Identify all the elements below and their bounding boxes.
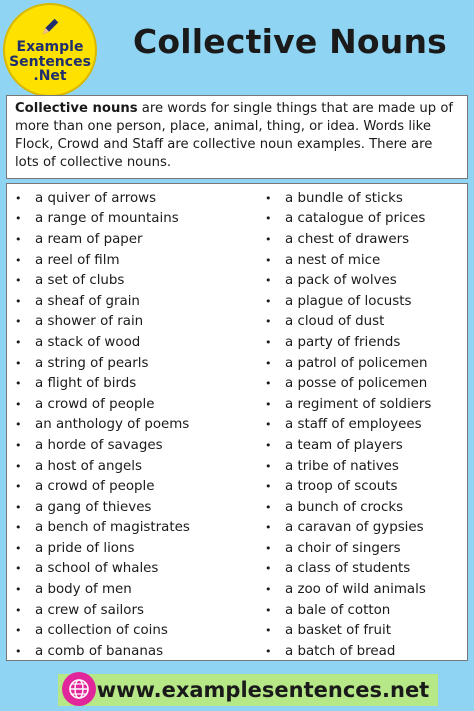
bullet-icon: • (15, 377, 22, 391)
bullet-icon: • (15, 356, 22, 370)
list-item-text: a gang of thieves (35, 499, 152, 515)
list-item (265, 435, 431, 456)
bullet-icon: • (265, 253, 272, 267)
list-item-text: a ream of paper (35, 231, 143, 247)
bullet-icon: • (265, 377, 272, 391)
intro-term: Collective nouns (15, 101, 138, 116)
list-item (15, 456, 190, 477)
list-item-text: a range of mountains (35, 211, 179, 227)
list-item (15, 270, 190, 291)
list-item-text: a plague of locusts (285, 293, 412, 309)
pencil-icon (39, 16, 61, 38)
list-item-text: a cloud of dust (285, 314, 385, 330)
list-item-text: a team of players (285, 437, 403, 453)
list-item-text: a school of whales (35, 561, 159, 577)
bullet-icon: • (265, 459, 272, 473)
bullet-icon: • (15, 480, 22, 494)
list-item (15, 600, 190, 621)
logo-line-3: .Net (33, 68, 67, 85)
list-item-text: a bunch of crocks (285, 499, 404, 515)
list-item-text: a staff of employees (285, 417, 422, 433)
list-item (265, 559, 431, 580)
footer-banner[interactable] (58, 674, 438, 706)
bullet-icon: • (265, 294, 272, 308)
bullet-icon: • (265, 356, 272, 370)
list-item-text: a troop of scouts (285, 479, 398, 495)
list-item-text: an anthology of poems (35, 417, 190, 433)
list-item (265, 229, 431, 250)
bullet-icon: • (265, 603, 272, 617)
list-item-text: a collection of coins (35, 623, 168, 639)
list-item (15, 188, 190, 209)
footer-url[interactable]: www.examplesentences.net (96, 678, 430, 702)
bullet-icon: • (265, 521, 272, 535)
bullet-icon: • (15, 603, 22, 617)
list-item-text: a string of pearls (35, 355, 149, 371)
list-item-text: a bundle of sticks (285, 190, 403, 206)
list-item (265, 373, 431, 394)
bullet-icon: • (15, 232, 22, 246)
list-item (265, 620, 431, 641)
list-item-text: a comb of bananas (35, 643, 164, 659)
bullet-icon: • (265, 335, 272, 349)
list-item-text: a zoo of wild animals (285, 582, 426, 598)
bullet-icon: • (15, 500, 22, 514)
bullet-icon: • (265, 500, 272, 514)
list-item (15, 250, 190, 271)
logo-line-1: Example (16, 38, 84, 55)
bullet-icon: • (15, 438, 22, 452)
bullet-icon: • (15, 418, 22, 432)
list-item-text: a bench of magistrates (35, 520, 190, 536)
list-item-text: a chest of drawers (285, 231, 410, 247)
list-item (15, 538, 190, 559)
list-item (15, 332, 190, 353)
bullet-icon: • (265, 480, 272, 494)
page-title: Collective Nouns (132, 22, 448, 61)
list-item-text: a horde of savages (35, 437, 163, 453)
list-item (15, 497, 190, 518)
list-item-text: a class of students (285, 561, 411, 577)
bullet-icon: • (265, 624, 272, 638)
list-item (15, 291, 190, 312)
list-item (15, 394, 190, 415)
list-item (265, 579, 431, 600)
bullet-icon: • (265, 191, 272, 205)
list-item-text: a caravan of gypsies (285, 520, 424, 536)
bullet-icon: • (265, 397, 272, 411)
examples-list-box (6, 183, 468, 661)
list-item (265, 538, 431, 559)
list-item-text: a pride of lions (35, 540, 135, 556)
list-item (15, 353, 190, 374)
list-item (265, 332, 431, 353)
list-item (15, 641, 190, 662)
intro-text: are words for single things that are made up of more than one person, place, animal, thing, or idea. Words like Flock, Crowd and Staff are collective noun examples. There are lots of collective nouns. (15, 101, 454, 170)
list-item-text: a regiment of soldiers (285, 396, 432, 412)
list-item (265, 394, 431, 415)
bullet-icon: • (15, 583, 22, 597)
list-item-text: a crowd of people (35, 479, 155, 495)
list-item-text: a choir of singers (285, 540, 401, 556)
bullet-icon: • (15, 562, 22, 576)
bullet-icon: • (15, 541, 22, 555)
list-item (265, 518, 431, 539)
list-item-text: a quiver of arrows (35, 190, 157, 206)
bullet-icon: • (265, 583, 272, 597)
list-item-text: a party of friends (285, 334, 401, 350)
list-item-text: a nest of mice (285, 252, 381, 268)
bullet-icon: • (265, 438, 272, 452)
list-item-text: a patrol of policemen (285, 355, 428, 371)
list-item (265, 250, 431, 271)
bullet-icon: • (265, 418, 272, 432)
list-item (15, 373, 190, 394)
list-item (15, 312, 190, 333)
bullet-icon: • (15, 459, 22, 473)
list-item-text: a pack of wolves (285, 273, 397, 289)
bullet-icon: • (265, 541, 272, 555)
list-item (265, 641, 431, 662)
list-item (265, 600, 431, 621)
bullet-icon: • (265, 644, 272, 658)
list-item (15, 435, 190, 456)
list-item-text: a basket of fruit (285, 623, 392, 639)
left-column (15, 188, 190, 662)
bullet-icon: • (15, 315, 22, 329)
list-item-text: a body of men (35, 582, 132, 598)
list-item-text: a batch of bread (285, 643, 396, 659)
bullet-icon: • (265, 232, 272, 246)
list-item (15, 620, 190, 641)
list-item (265, 456, 431, 477)
bullet-icon: • (15, 397, 22, 411)
list-item (265, 209, 431, 230)
list-item (265, 497, 431, 518)
list-item-text: a reel of film (35, 252, 120, 268)
list-item-text: a flight of birds (35, 376, 137, 392)
logo-line-2: Sentences (9, 53, 91, 70)
bullet-icon: • (15, 212, 22, 226)
list-item-text: a catalogue of prices (285, 211, 426, 227)
list-item-text: a crowd of people (35, 396, 155, 412)
site-logo (3, 3, 97, 97)
list-item (15, 209, 190, 230)
bullet-icon: • (15, 191, 22, 205)
list-item (265, 353, 431, 374)
list-item (15, 518, 190, 539)
bullet-icon: • (15, 335, 22, 349)
list-item-text: a sheaf of grain (35, 293, 140, 309)
list-item (265, 188, 431, 209)
list-item (265, 476, 431, 497)
list-item-text: a crew of sailors (35, 602, 144, 618)
list-item-text: a set of clubs (35, 273, 125, 289)
list-item-text: a shower of rain (35, 314, 144, 330)
list-item (15, 559, 190, 580)
globe-icon-svg (67, 677, 91, 701)
right-column (265, 188, 431, 662)
list-item (15, 415, 190, 436)
list-item-text: a tribe of natives (285, 458, 399, 474)
list-item (15, 579, 190, 600)
intro-box (6, 95, 468, 179)
list-item (265, 312, 431, 333)
list-item (15, 476, 190, 497)
list-item-text: a stack of wood (35, 334, 141, 350)
bullet-icon: • (15, 644, 22, 658)
bullet-icon: • (265, 274, 272, 288)
globe-icon (62, 672, 96, 706)
list-item-text: a posse of policemen (285, 376, 428, 392)
bullet-icon: • (15, 294, 22, 308)
list-item (265, 270, 431, 291)
bullet-icon: • (265, 212, 272, 226)
bullet-icon: • (15, 624, 22, 638)
list-item (265, 291, 431, 312)
bullet-icon: • (265, 315, 272, 329)
list-item (265, 415, 431, 436)
bullet-icon: • (15, 253, 22, 267)
bullet-icon: • (265, 562, 272, 576)
bullet-icon: • (15, 274, 22, 288)
list-item-text: a bale of cotton (285, 602, 391, 618)
bullet-icon: • (15, 521, 22, 535)
list-item (15, 229, 190, 250)
list-item-text: a host of angels (35, 458, 142, 474)
